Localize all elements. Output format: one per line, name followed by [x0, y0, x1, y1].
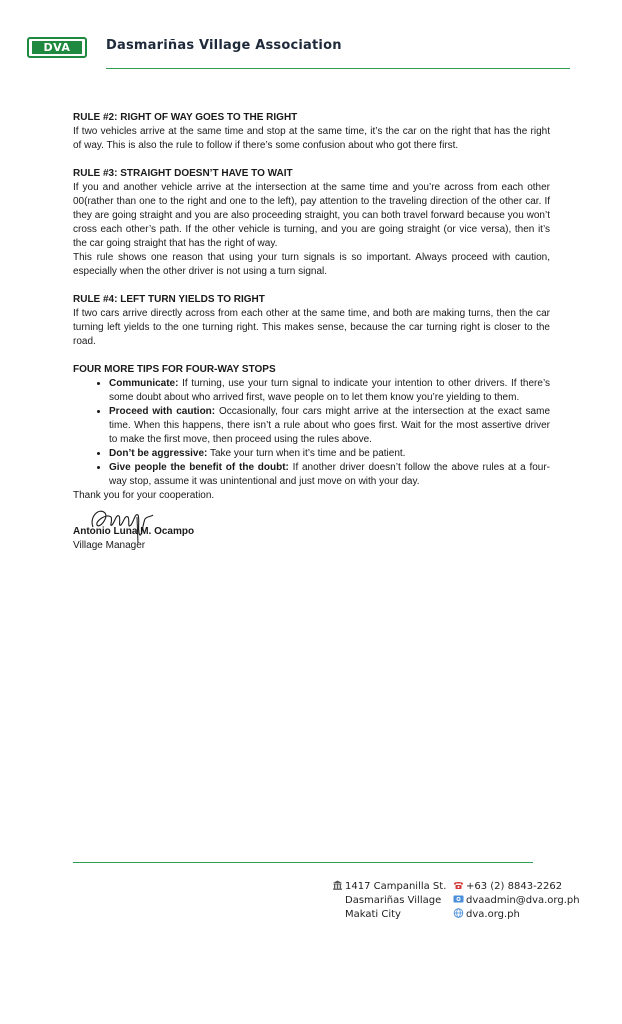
rule-4-title: RULE #4: LEFT TURN YIELDS TO RIGHT — [73, 294, 265, 305]
list-item — [109, 377, 550, 405]
rule-3-title: RULE #3: STRAIGHT DOESN’T HAVE TO WAIT — [73, 168, 293, 179]
tip-label: Proceed with caution: — [109, 406, 216, 417]
dva-logo — [27, 37, 87, 58]
logo-text: DVA — [32, 41, 82, 54]
rule-2-body: If two vehicles arrive at the same time and stop at the same time, it’s the car on the right that has the right of way. This is also the rule to follow if there’s some confusion about who got there first. — [73, 126, 550, 151]
footer-contact — [453, 880, 580, 922]
footer-address — [332, 880, 446, 922]
rule-3-body-2: This rule shows one reason that using your turn signals is so important. Always proceed with caution, especially when the other driver is not using a turn signal. — [73, 252, 550, 277]
rule-4-section — [73, 293, 550, 349]
tip-text: Occasionally, four cars might arrive at the intersection at the exact same time. When this happens, there isn’t a rule about who goes first. Wait for the most assertive driver to make the first move, then proceed using the rules above. — [109, 406, 551, 445]
address-line-3: Makati City — [345, 909, 401, 920]
tip-label: Give people the benefit of the doubt: — [109, 462, 289, 473]
tips-list — [73, 377, 550, 489]
email-address[interactable]: dvaadmin@dva.org.ph — [466, 895, 580, 906]
signature-block — [73, 525, 550, 553]
building-icon — [332, 880, 343, 890]
rule-4-body: If two cars arrive directly across from each other at the same time, and both are making turns, then the car turning left yields to the one turning right. This makes sense, because the car turning right is closer to the road. — [73, 308, 550, 347]
letterhead — [0, 0, 622, 72]
letter-body — [73, 111, 550, 553]
rule-2-section — [73, 111, 550, 153]
org-name: Dasmariñas Village Association — [106, 38, 342, 53]
header-divider — [106, 68, 570, 69]
signature-image — [85, 503, 161, 543]
signatory-title: Village Manager — [73, 540, 146, 551]
footer-divider — [73, 862, 533, 863]
tip-text: Take your turn when it’s time and be patient. — [207, 448, 406, 459]
phone-number: +63 (2) 8843-2262 — [466, 881, 563, 892]
tip-text: If another driver doesn’t follow the above rules at a four-way stop, assume it was unintentional and just move on with your day. — [109, 462, 551, 487]
website-link[interactable]: dva.org.ph — [466, 909, 520, 920]
signatory-name: Antonio Luna M. Ocampo — [73, 526, 195, 537]
address-line-1: 1417 Campanilla St. — [345, 881, 447, 892]
tips-title: FOUR MORE TIPS FOR FOUR-WAY STOPS — [73, 364, 276, 375]
tip-label: Communicate: — [109, 378, 179, 389]
address-line-2: Dasmariñas Village — [345, 895, 442, 906]
globe-icon — [453, 908, 464, 918]
email-icon — [453, 894, 464, 904]
tip-label: Don’t be aggressive: — [109, 448, 208, 459]
list-item — [109, 461, 550, 489]
rule-2-title: RULE #2: RIGHT OF WAY GOES TO THE RIGHT — [73, 112, 298, 123]
rule-3-section — [73, 167, 550, 279]
list-item — [109, 405, 550, 447]
phone-icon — [453, 880, 464, 890]
closing-line: Thank you for your cooperation. — [73, 490, 215, 501]
tip-text: If turning, use your turn signal to indicate your intention to other drivers. If there’s some doubt about who arrived first, wave people on to let them know you’re yielding to them. — [109, 378, 550, 403]
rule-3-body: If you and another vehicle arrive at the intersection at the same time and you’re across from each other 00(rather than one to the right and one to the left), pay attention to the traveling direction of the other car. If they are going straight and you are also proceeding straight, you can both travel forward because you won’t cross each other’s path. If the other vehicle is turning, and you are going straight (or vice versa), then it’s the car going straight that has the right of way. — [73, 182, 550, 249]
list-item — [109, 447, 550, 461]
